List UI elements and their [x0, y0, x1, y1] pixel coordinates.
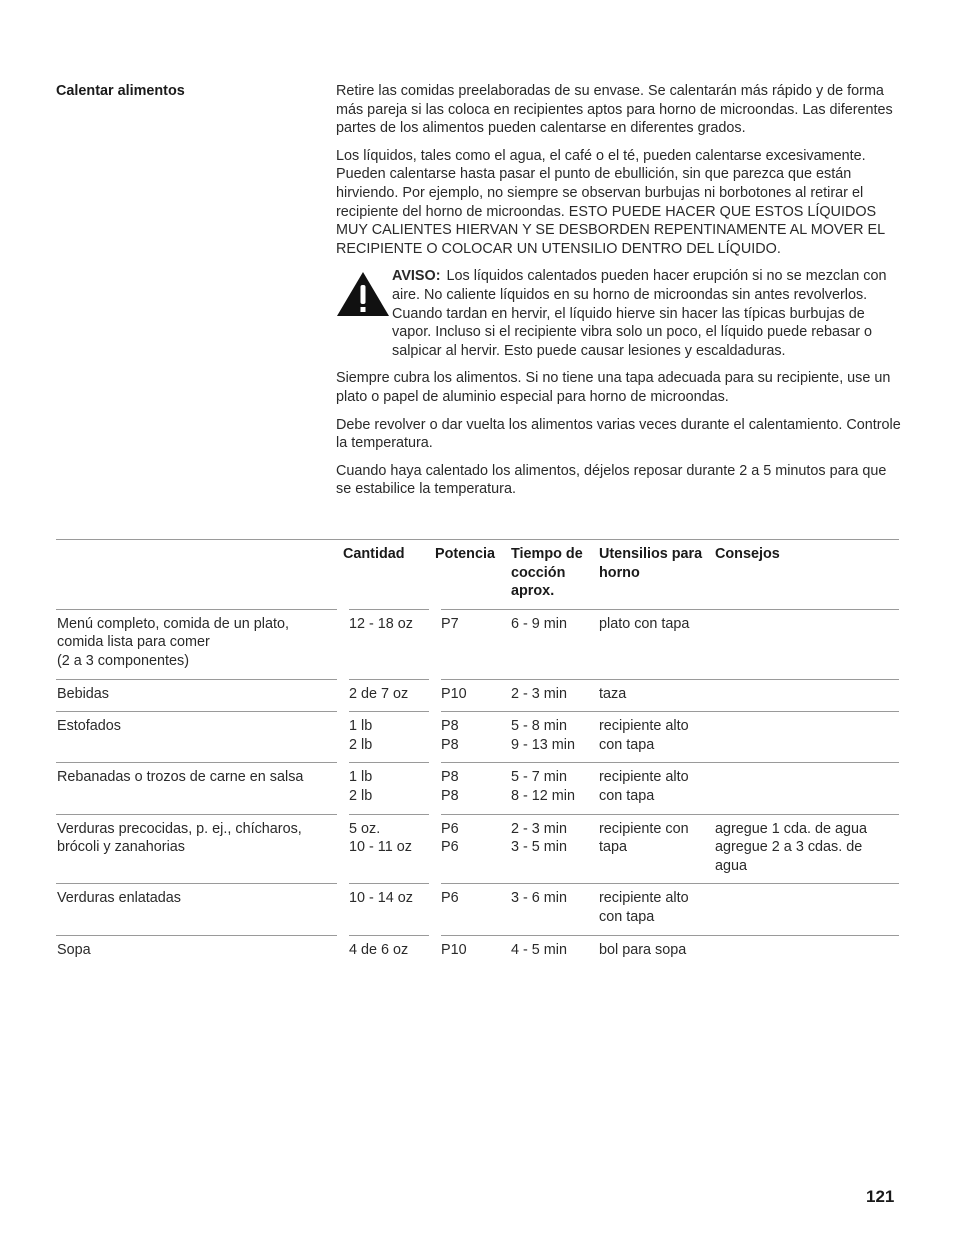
cell-cantidad	[343, 884, 435, 935]
cell-consejos	[715, 712, 899, 763]
cell-tiempo	[511, 763, 599, 814]
paragraph-intro: Retire las comidas preelaboradas de su envase. Se calentarán más rápido y de forma más pareja si las coloca en recipientes aptos para horno de microondas. Las diferentes partes de los alimentos pueden calentarse en diferentes grados.	[336, 83, 893, 137]
cell-potencia-line: P10	[441, 685, 467, 702]
cell-potencia	[435, 884, 511, 935]
cell-food-line: (2 a 3 componentes)	[57, 652, 189, 669]
cell-consejos	[715, 935, 899, 967]
paragraph-rest: Cuando haya calentado los alimentos, déjelos reposar durante 2 a 5 minutos para que se estabilice la temperatura.	[336, 462, 887, 498]
cell-cantidad	[343, 814, 435, 884]
cell-tiempo-line: 8 - 12 min	[511, 787, 575, 804]
cell-food-line: Bebidas	[57, 685, 110, 702]
cell-tiempo	[511, 814, 599, 884]
cell-consejos	[715, 763, 899, 814]
cell-utensilios-line: con tapa	[599, 787, 655, 804]
cell-cantidad	[343, 679, 435, 712]
cell-food-line: Estofados	[57, 718, 121, 735]
paragraph-stir: Debe revolver o dar vuelta los alimentos varias veces durante el calentamiento. Controle la temperatura.	[336, 416, 901, 452]
cell-potencia-line: P6	[441, 890, 459, 907]
cell-potencia-line: P6	[441, 820, 459, 837]
table-row	[56, 884, 899, 935]
cell-utensilios-line: tapa	[599, 839, 628, 856]
section-heading: Calentar alimentos	[56, 83, 185, 99]
cell-consejos-line: agua	[715, 857, 748, 874]
cell-food	[56, 609, 343, 679]
cell-utensilios-line: plato con tapa	[599, 615, 690, 632]
cell-potencia-line: P7	[441, 615, 459, 632]
cell-cantidad	[343, 935, 435, 967]
cell-tiempo-line: 4 - 5 min	[511, 941, 567, 958]
paragraph-cover: Siempre cubra los alimentos. Si no tiene una tapa adecuada para su recipiente, use un plato o papel de aluminio especial para horno de microondas.	[336, 370, 891, 405]
cell-food-line: Menú completo, comida de un plato,	[57, 615, 289, 632]
cell-utensilios-line: con tapa	[599, 908, 655, 925]
cell-food	[56, 935, 343, 967]
cell-food-line: Rebanadas o trozos de carne en salsa	[57, 769, 304, 786]
warning-text-block	[392, 267, 902, 360]
cell-tiempo-line: 2 - 3 min	[511, 820, 567, 837]
cell-food	[56, 763, 343, 814]
header-food	[56, 540, 343, 610]
cell-tiempo	[511, 935, 599, 967]
table-row	[56, 814, 899, 884]
cell-food-line: Verduras precocidas, p. ej., chícharos,	[57, 820, 302, 837]
cell-utensilios-line: recipiente alto	[599, 718, 689, 735]
cell-cantidad-line: 2 lb	[349, 787, 373, 804]
cell-potencia-line: P6	[441, 839, 459, 856]
cell-tiempo	[511, 609, 599, 679]
cell-consejos	[715, 884, 899, 935]
cell-utensilios-line: recipiente alto	[599, 890, 689, 907]
cell-tiempo-line: 2 - 3 min	[511, 685, 567, 702]
cell-food-line: comida lista para comer	[57, 634, 210, 651]
warning-label: AVISO:	[392, 268, 441, 285]
cell-food	[56, 712, 343, 763]
cell-utensilios	[599, 679, 715, 712]
cell-cantidad-line: 4 de 6 oz	[349, 941, 409, 958]
cell-utensilios	[599, 712, 715, 763]
cell-utensilios-line: con tapa	[599, 736, 655, 753]
cell-cantidad	[343, 609, 435, 679]
section-content	[336, 82, 902, 508]
header-consejos: Consejos	[715, 540, 899, 610]
cell-food-line: Sopa	[57, 941, 91, 958]
cell-potencia	[435, 712, 511, 763]
cell-potencia-line: P8	[441, 736, 459, 753]
cell-potencia-line: P8	[441, 787, 459, 804]
cell-potencia	[435, 609, 511, 679]
cell-cantidad-line: 5 oz.	[349, 820, 381, 837]
cell-cantidad-line: 2 lb	[349, 736, 373, 753]
warning-box	[336, 267, 902, 360]
cell-potencia	[435, 935, 511, 967]
warning-triangle-icon	[336, 267, 392, 360]
cell-consejos-line: agregue 1 cda. de agua	[715, 820, 868, 837]
cell-consejos-line: agregue 2 a 3 cdas. de	[715, 839, 863, 856]
cell-food-line: Verduras enlatadas	[57, 890, 182, 907]
cell-cantidad-line: 1 lb	[349, 769, 373, 786]
cell-tiempo-line: 5 - 8 min	[511, 718, 567, 735]
cell-utensilios	[599, 884, 715, 935]
cell-utensilios-line: recipiente alto	[599, 769, 689, 786]
cell-utensilios	[599, 814, 715, 884]
page-number: 121	[866, 1187, 895, 1206]
table-row	[56, 712, 899, 763]
table-row	[56, 763, 899, 814]
cell-tiempo	[511, 712, 599, 763]
cell-consejos	[715, 679, 899, 712]
warning-text: Los líquidos calentados pueden hacer erupción si no se mezclan con aire. No caliente líquidos en su horno de microondas sin antes revolverlos. Cuando tardan en hervir, el líquido hierve sin hacer las típicas burbujas de vapor. Incluso si el recipiente vibra solo un poco, el líquido puede rebasar o salpicar al hervir. Esto puede causar lesiones y escaldaduras.	[392, 268, 887, 359]
cell-cantidad-line: 12 - 18 oz	[349, 615, 413, 632]
paragraph-liquids: Los líquidos, tales como el agua, el café o el té, pueden calentarse excesivamente. Pueden calentarse hasta pasar el punto de ebullición, sin que parezca que están hirviendo. Por ejemplo, no siempre se observan burbujas ni borbotones al retirar el recipiente del horno de microondas. ESTO PUEDE HACER QUE ESTOS LÍQUIDOS MUY CALIENTES HIERVAN Y SE DESBORDEN REPENTINAMENTE AL MOVER EL RECIPIENTE O COLOCAR UN UTENSILIO DENTRO DEL LÍQUIDO.	[336, 147, 885, 257]
cell-potencia	[435, 763, 511, 814]
cell-cantidad-line: 10 - 11 oz	[349, 839, 412, 856]
table-row	[56, 935, 899, 967]
cell-cantidad-line: 1 lb	[349, 718, 373, 735]
table-header-row	[56, 540, 899, 610]
cell-tiempo-line: 9 - 13 min	[511, 736, 575, 753]
cell-consejos	[715, 814, 899, 884]
cell-tiempo-line: 5 - 7 min	[511, 769, 567, 786]
cell-utensilios-line: bol para sopa	[599, 941, 687, 958]
cell-food	[56, 814, 343, 884]
table-row	[56, 679, 899, 712]
cell-utensilios-line: recipiente con	[599, 820, 689, 837]
cell-potencia-line: P10	[441, 941, 467, 958]
cell-food	[56, 884, 343, 935]
cell-potencia	[435, 679, 511, 712]
cell-utensilios	[599, 763, 715, 814]
cell-tiempo-line: 3 - 6 min	[511, 890, 567, 907]
heating-table	[56, 539, 899, 967]
cell-potencia-line: P8	[441, 718, 459, 735]
cell-cantidad-line: 10 - 14 oz	[349, 890, 413, 907]
cell-cantidad	[343, 712, 435, 763]
cell-cantidad	[343, 763, 435, 814]
cell-tiempo-line: 6 - 9 min	[511, 615, 567, 632]
cell-food	[56, 679, 343, 712]
cell-tiempo-line: 3 - 5 min	[511, 839, 567, 856]
cell-utensilios	[599, 609, 715, 679]
cell-consejos	[715, 609, 899, 679]
header-potencia: Potencia	[435, 540, 511, 610]
cell-tiempo	[511, 679, 599, 712]
cell-potencia-line: P8	[441, 769, 459, 786]
cell-food-line: brócoli y zanahorias	[57, 839, 185, 856]
cell-utensilios	[599, 935, 715, 967]
table-row	[56, 609, 899, 679]
cell-potencia	[435, 814, 511, 884]
header-tiempo: Tiempo de cocción aprox.	[511, 540, 599, 610]
header-utensilios: Utensilios para horno	[599, 540, 715, 610]
cell-utensilios-line: taza	[599, 685, 627, 702]
cell-cantidad-line: 2 de 7 oz	[349, 685, 409, 702]
header-cantidad: Cantidad	[343, 540, 435, 610]
cell-tiempo	[511, 884, 599, 935]
